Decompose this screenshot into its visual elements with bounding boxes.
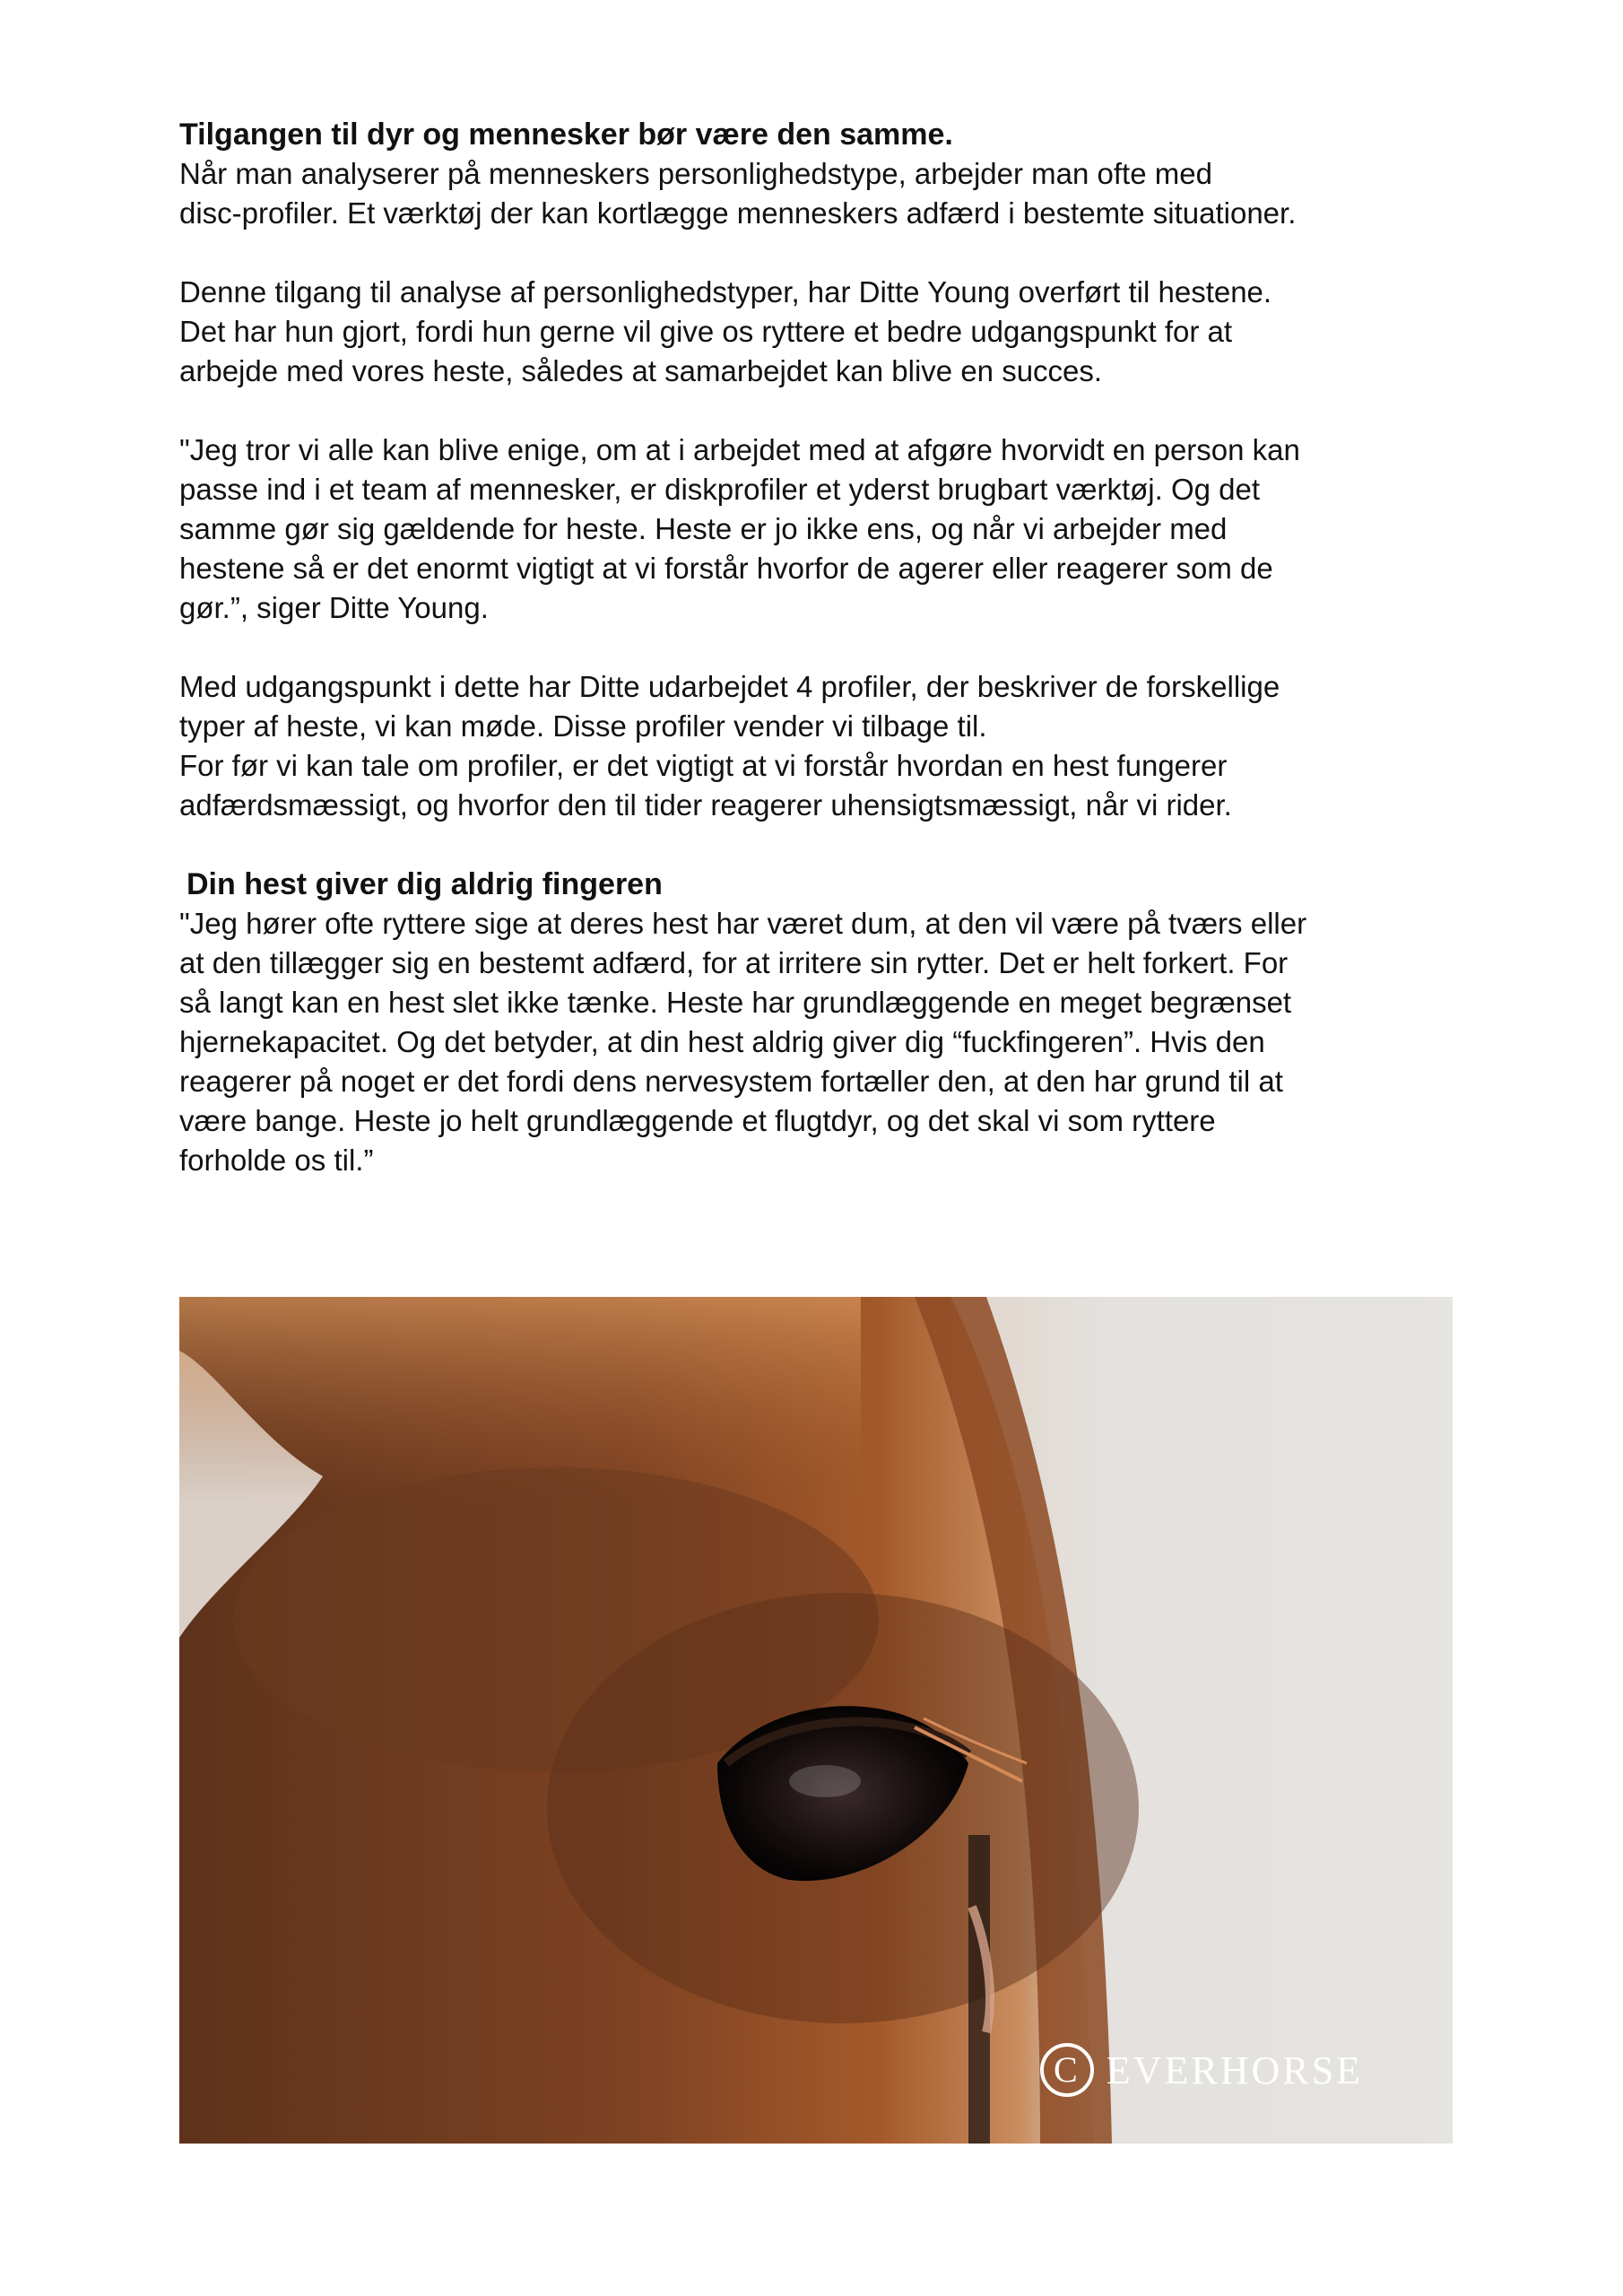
text-line: disc-profiler. Et værktøj der kan kortlægge menneskers adfærd i bestemte situationer.: [179, 196, 1297, 230]
text-line: gør.”, siger Ditte Young.: [179, 591, 489, 624]
paragraph-quote-team: [179, 430, 1453, 628]
section-heading-finger: Din hest giver dig aldrig fingeren: [187, 867, 663, 901]
text-line: forholde os til.”: [179, 1144, 374, 1177]
paragraph-disc-profiles: [179, 154, 1453, 233]
everhorse-watermark: [1040, 2043, 1363, 2097]
section-heading-approach: Tilgangen til dyr og mennesker bør være den samme.: [179, 117, 953, 152]
text-line: "Jeg tror vi alle kan blive enige, om at i arbejdet med at afgøre hvorvidt en person kan: [179, 433, 1300, 466]
text-line: passe ind i et team af mennesker, er diskprofiler et yderst brugbart værktøj. Og det: [179, 473, 1261, 506]
text-line: samme gør sig gældende for heste. Heste er jo ikke ens, og når vi arbejder med: [179, 512, 1228, 545]
copyright-icon: C: [1040, 2043, 1094, 2097]
text-line: Det har hun gjort, fordi hun gerne vil give os ryttere et bedre udgangspunkt for at: [179, 315, 1233, 348]
text-line: være bange. Heste jo helt grundlæggende et flugtdyr, og det skal vi som ryttere: [179, 1104, 1216, 1137]
text-line: For før vi kan tale om profiler, er det vigtigt at vi forstår hvordan en hest fungerer: [179, 749, 1228, 782]
text-line: hestene så er det enormt vigtigt at vi forstår hvorfor de agerer eller reagerer som de: [179, 552, 1273, 585]
text-line: reagerer på noget er det fordi dens nervesystem fortæller den, at den har grund til at: [179, 1065, 1283, 1098]
text-line: adfærdsmæssigt, og hvorfor den til tider reagerer uhensigtsmæssigt, når vi rider.: [179, 788, 1232, 822]
text-line: Når man analyserer på menneskers personlighedstype, arbejder man ofte med: [179, 157, 1212, 190]
horse-eye-photo: [179, 1297, 1453, 2144]
text-line: hjernekapacitet. Og det betyder, at din hest aldrig giver dig “fuckfingeren”. Hvis den: [179, 1025, 1265, 1058]
text-line: Med udgangspunkt i dette har Ditte udarbejdet 4 profiler, der beskriver de forskellige: [179, 670, 1280, 703]
text-line: så langt kan en hest slet ikke tænke. Heste har grundlæggende en meget begrænset: [179, 986, 1292, 1019]
horse-eye-illustration: [179, 1297, 1453, 2144]
watermark-text: EVERHORSE: [1106, 2048, 1363, 2092]
text-line: Denne tilgang til analyse af personlighedstyper, har Ditte Young overført til hestene.: [179, 275, 1272, 309]
paragraph-quote-nervous-system: [179, 904, 1453, 1180]
article-text: [179, 115, 1453, 1180]
paragraph-four-profiles: [179, 667, 1453, 825]
text-line: arbejde med vores heste, således at samarbejdet kan blive en succes.: [179, 354, 1103, 387]
text-line: "Jeg hører ofte ryttere sige at deres hest har været dum, at den vil være på tværs eller: [179, 907, 1307, 940]
text-line: typer af heste, vi kan møde. Disse profiler vender vi tilbage til.: [179, 709, 987, 743]
paragraph-ditte-young: [179, 273, 1453, 391]
text-line: at den tillægger sig en bestemt adfærd, for at irritere sin rytter. Det er helt forkert. For: [179, 946, 1289, 979]
